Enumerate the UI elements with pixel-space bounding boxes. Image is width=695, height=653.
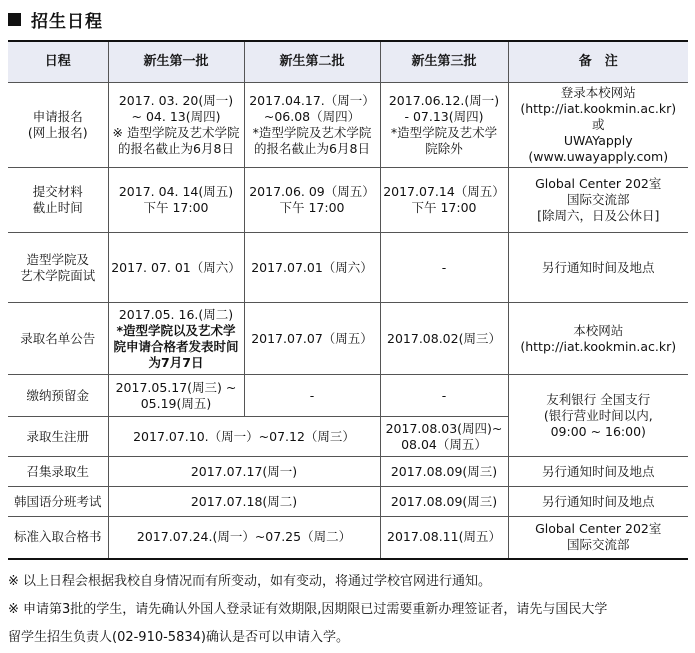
remarks-cell: 另行通知时间及地点 — [508, 487, 688, 517]
header-batch-3: 新生第三批 — [380, 41, 508, 83]
page-title: 招生日程 — [31, 11, 103, 32]
row-label: 申请报名 (网上报名) — [8, 83, 108, 168]
batch-2-cell: 2017.04.17.（周一） ~06.08（周四） *造型学院及艺术学院 的报名截止为6月8日 — [244, 83, 380, 168]
row-label: 造型学院及 艺术学院面试 — [8, 233, 108, 303]
batch-1-cell: 2017.05.17(周三) ~ 05.19(周五) — [108, 375, 244, 417]
row-deposit — [8, 375, 688, 417]
header-remarks: 备 注 — [508, 41, 688, 83]
row-label: 录取名单公告 — [8, 303, 108, 375]
batch-1-2-cell: 2017.07.24.(周一）~07.25（周二） — [108, 517, 380, 559]
row-label: 提交材料 截止时间 — [8, 168, 108, 233]
header-schedule: 日程 — [8, 41, 108, 83]
batch-2-cell: 2017.07.01（周六） — [244, 233, 380, 303]
batch-3-cell: 2017.07.14（周五） 下午 17:00 — [380, 168, 508, 233]
row-interview — [8, 233, 688, 303]
batch-3-cell: 2017.08.11(周五） — [380, 517, 508, 559]
row-label: 召集录取生 — [8, 457, 108, 487]
remarks-cell: 另行通知时间及地点 — [508, 457, 688, 487]
batch-1-2-cell: 2017.07.18(周二) — [108, 487, 380, 517]
batch-1-cell: 2017. 03. 20(周一) ~ 04. 13(周四) ※ 造型学院及艺术学院 的报名截止为6月8日 — [108, 83, 244, 168]
batch-1-2-cell: 2017.07.17(周一) — [108, 457, 380, 487]
batch-1-2-cell: 2017.07.10.（周一）~07.12（周三） — [108, 417, 380, 457]
row-label: 录取生注册 — [8, 417, 108, 457]
remarks-cell: 另行通知时间及地点 — [508, 233, 688, 303]
row-admission — [8, 517, 688, 559]
batch-2-cell: - — [244, 375, 380, 417]
row-orientation — [8, 457, 688, 487]
footnote-1: ※ 以上日程会根据我校自身情况而有所变动，如有变动，将通过学校官网进行通知。 — [8, 574, 492, 589]
batch-3-cell: - — [380, 233, 508, 303]
batch-2-cell: 2017.06. 09（周五） 下午 17:00 — [244, 168, 380, 233]
row-placement — [8, 487, 688, 517]
row-label: 标准入取合格书 — [8, 517, 108, 559]
batch-3-cell: 2017.08.09(周三) — [380, 487, 508, 517]
batch-3-cell: 2017.06.12.(周一) - 07.13(周四) *造型学院及艺术学 院除外 — [380, 83, 508, 168]
remarks-cell: 本校网站 (http://iat.kookmin.ac.kr) — [508, 303, 688, 375]
row-apply — [8, 83, 688, 168]
admission-schedule-table — [8, 40, 688, 560]
square-bullet-icon — [8, 13, 21, 26]
footnote-2: ※ 申请第3批的学生，请先确认外国人登录证有效期限,因期限已过需要重新办理签证者，请先与国民大学 — [8, 602, 608, 617]
batch-2-cell: 2017.07.07（周五） — [244, 303, 380, 375]
footnote-3: 留学生招生负责人(02-910-5834)确认是否可以申请入学。 — [8, 630, 349, 645]
batch-3-cell: 2017.08.02(周三） — [380, 303, 508, 375]
footnotes — [8, 568, 692, 652]
row-label: 韩国语分班考试 — [8, 487, 108, 517]
remarks-cell: Global Center 202室 国际交流部 — [508, 517, 688, 559]
row-announce — [8, 303, 688, 375]
batch-3-cell: - — [380, 375, 508, 417]
batch-3-cell: 2017.08.03(周四)~ 08.04（周五） — [380, 417, 508, 457]
batch-1-cell: 2017.05. 16.(周二) *造型学院以及艺术学 院申请合格者发表时间 为7月7日 — [108, 303, 244, 375]
batch-3-cell: 2017.08.09(周三) — [380, 457, 508, 487]
remarks-cell: 登录本校网站 (http://iat.kookmin.ac.kr) 或 UWAYapply (www.uwayapply.com) — [508, 83, 688, 168]
header-batch-2: 新生第二批 — [244, 41, 380, 83]
header-batch-1: 新生第一批 — [108, 41, 244, 83]
section-title — [8, 6, 103, 32]
batch-1-cell: 2017. 04. 14(周五) 下午 17:00 — [108, 168, 244, 233]
header-row — [8, 41, 688, 83]
row-submit — [8, 168, 688, 233]
remarks-cell: Global Center 202室 国际交流部 [除周六，日及公休日] — [508, 168, 688, 233]
batch-1-cell: 2017. 07. 01（周六） — [108, 233, 244, 303]
remarks-cell: 友利银行 全国支行 (银行营业时间以内, 09:00 ~ 16:00) — [508, 375, 688, 457]
row-label: 缴纳预留金 — [8, 375, 108, 417]
